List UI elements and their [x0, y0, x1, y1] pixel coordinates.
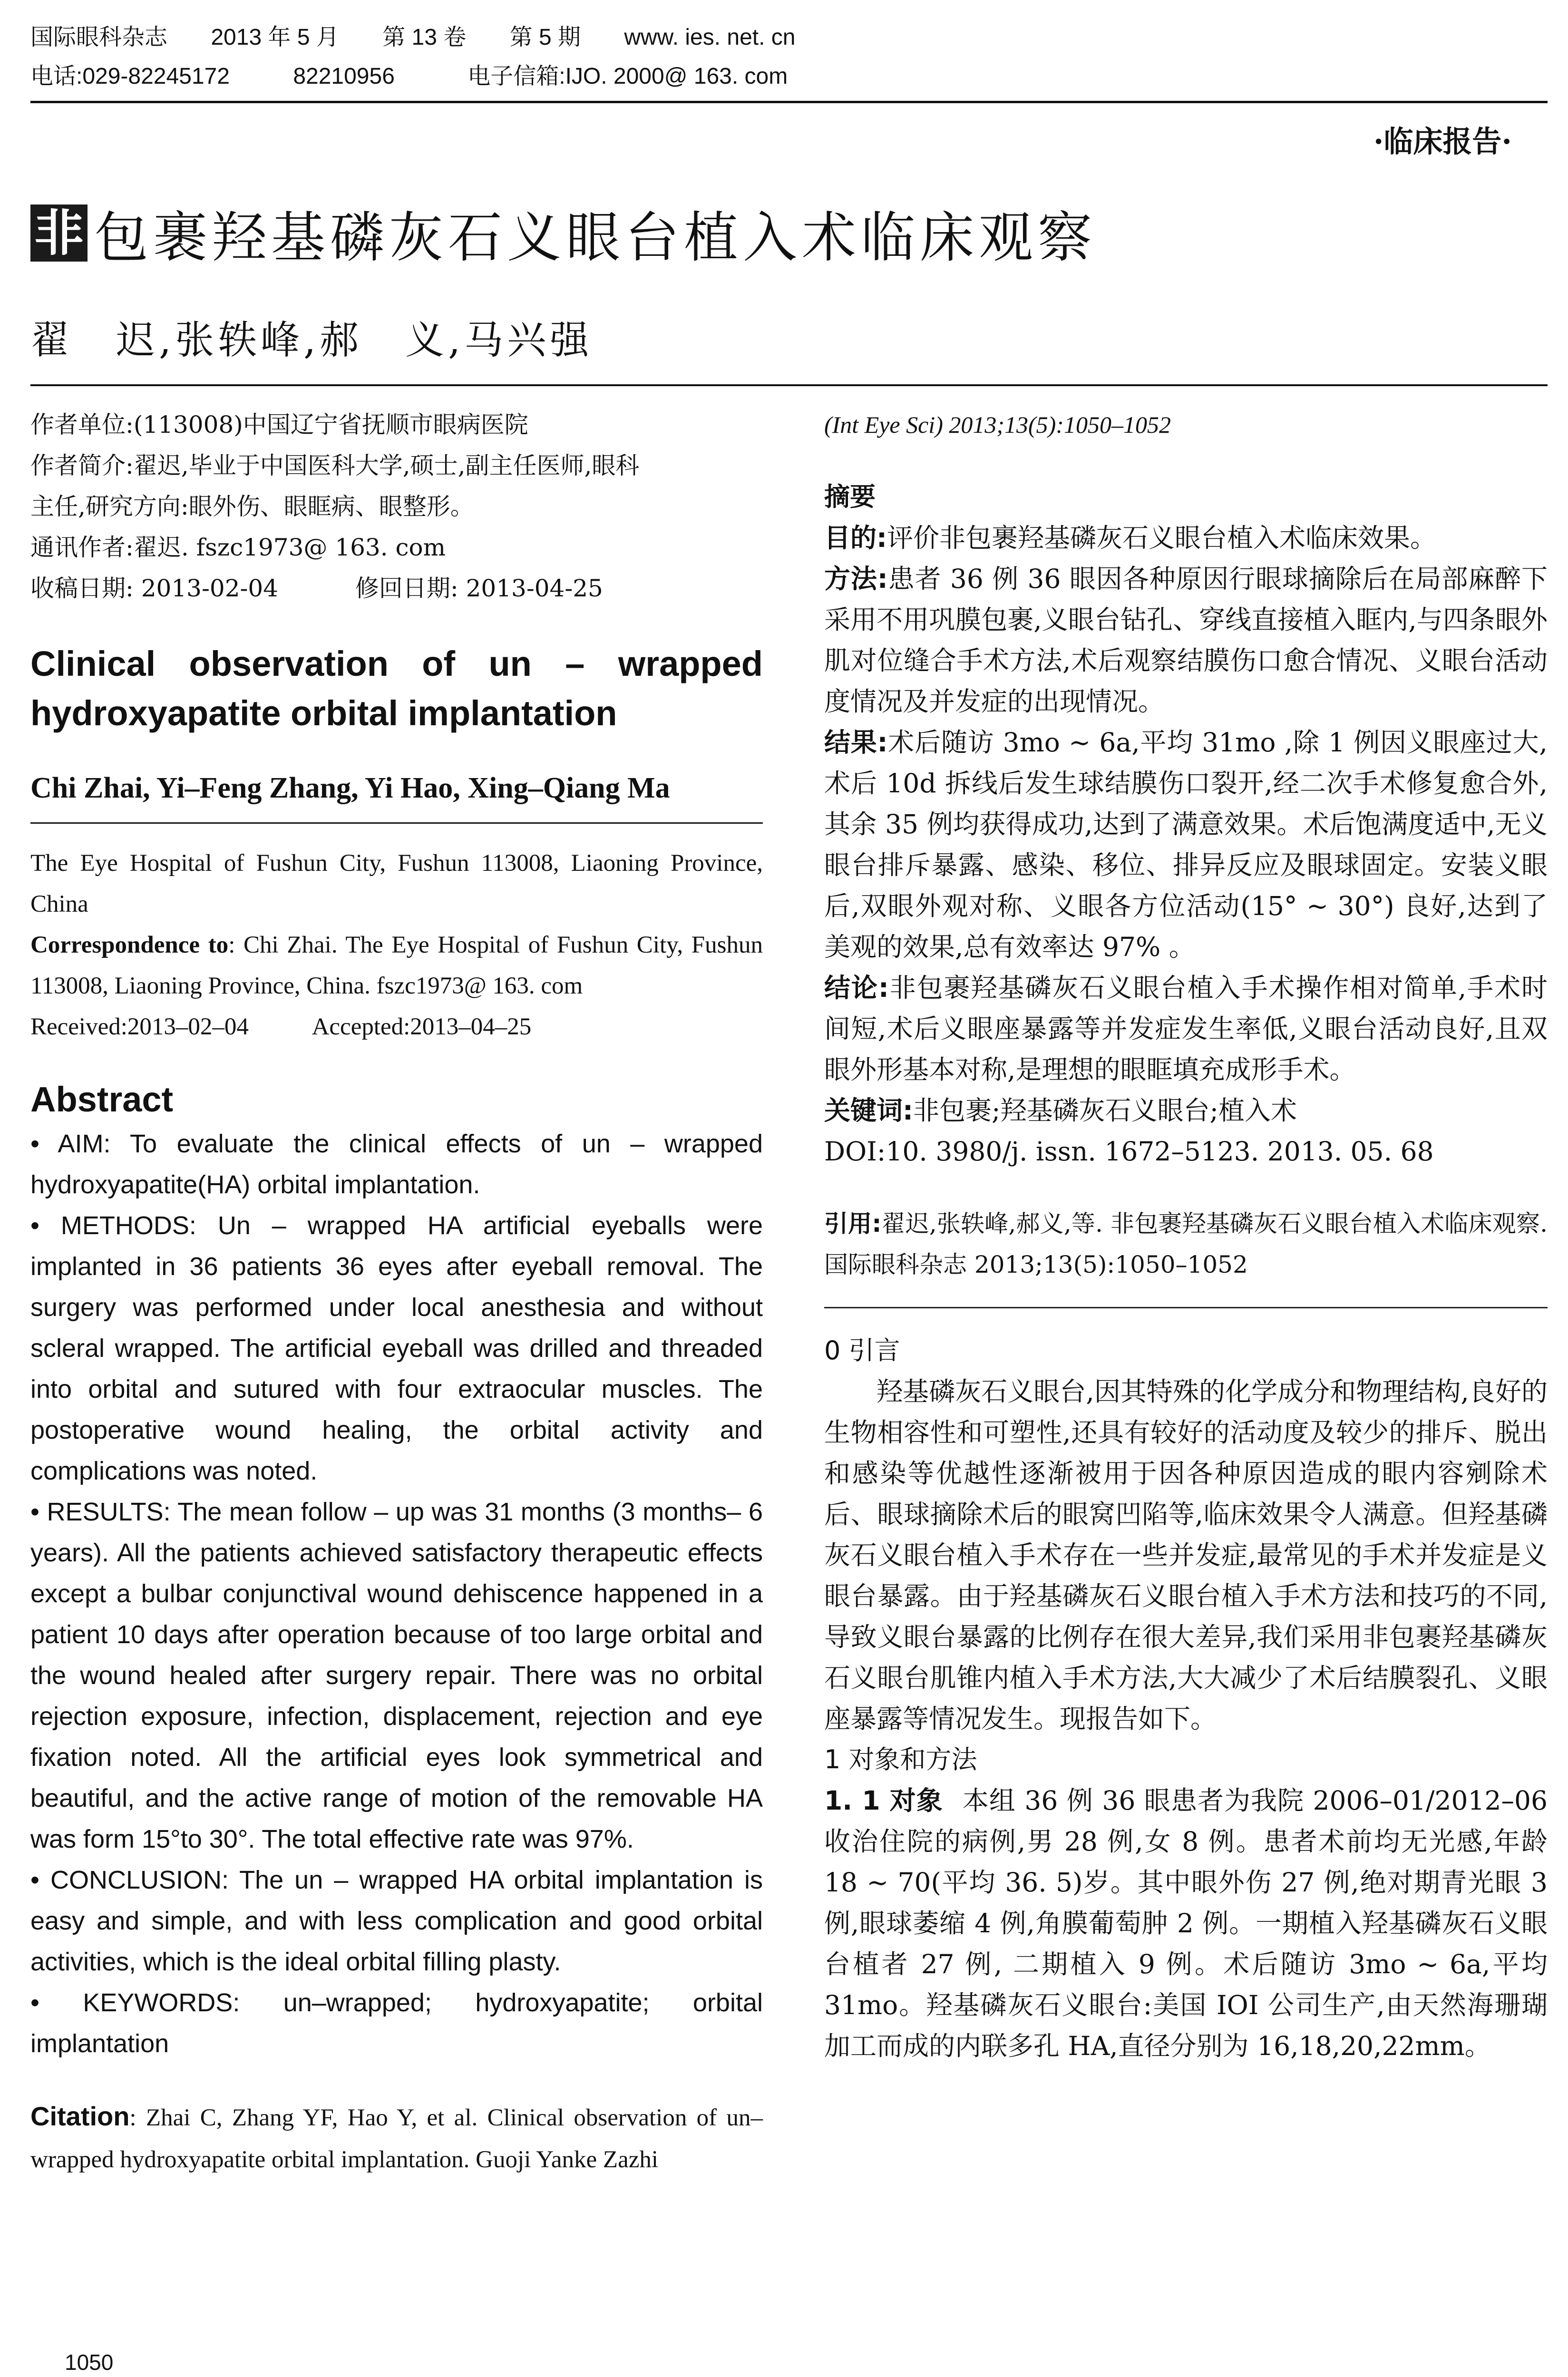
volume: 第 13 卷 [382, 25, 467, 50]
cite-label: 引用: [824, 1210, 882, 1237]
purpose-label: 目的: [824, 523, 887, 553]
abstract-cn-purpose [824, 517, 1548, 558]
header-line-1 [30, 18, 1548, 57]
issue-date: 2013 年 5 月 [211, 25, 339, 50]
subjects-text: 本组 36 例 36 眼患者为我院 2006–01/2012–06 收治住院的病例,男 28 例,女 8 例。患者术前均无光感,年龄 18 ~ 70(平均 36. 5)岁。其中眼外伤 27 例,绝对期青光眼 3 例,眼球萎缩 4 例,角膜葡萄肿 2 例。一期植入羟基磷灰石义眼台植者 27 例, 二期植入 9 例。术后随访 3mo ~ 6a,平均 31mo。羟基磷灰石义眼台:美国 IOI 公司生产,由天然海珊瑚加工而成的内联多孔 HA,直径分别为 16,18,20,22mm。 [824, 1785, 1548, 2061]
author-bio-line-1: 作者简介:翟迟,毕业于中国医科大学,硕士,副主任医师,眼科 [30, 452, 640, 479]
author-bio-line-2: 主任,研究方向:眼外伤、眼眶病、眼整形。 [30, 493, 474, 520]
english-title: Clinical observation of un – wrapped hydroxyapatite orbital implantation [30, 644, 763, 733]
issue-number: 第 5 期 [509, 25, 581, 50]
subjects-paragraph [824, 1780, 1548, 2066]
abstract-divider [824, 1307, 1548, 1308]
keywords-text: 非包裹;羟基磷灰石义眼台;植入术 [913, 1095, 1297, 1126]
abstract-cn-method [824, 558, 1548, 722]
abstract-heading: Abstract [30, 1080, 174, 1119]
correspondence-label: Correspondence to [30, 932, 229, 958]
abstract-keywords: • KEYWORDS: un–wrapped; hydroxyapatite; orbital implantation [30, 1988, 763, 2058]
citation-text: : Zhai C, Zhang YF, Hao Y, et al. Clinical observation of un–wrapped hydroxyapatite orbital implantation. Guoji Yanke Zazhi [30, 2104, 763, 2173]
method-text: 患者 36 例 36 眼因各种原因行眼球摘除后在局部麻醉下采用不用巩膜包裹,义眼台钻孔、穿线直接植入眶内,与四条眼外肌对位缝合手术方法,术后观察结膜伤口愈合情况、义眼台活动度情况及并发症的出现情况。 [824, 564, 1548, 717]
citation-continued: (Int Eye Sci) 2013;13(5):1050–1052 [824, 411, 1171, 438]
cite-text: 翟迟,张轶峰,郝义,等. 非包裹羟基磷灰石义眼台植入术临床观察. 国际眼科杂志 2013;13(5):1050–1052 [824, 1210, 1548, 1278]
abstract-methods: • METHODS: Un – wrapped HA artificial eyeballs were implanted in 36 patients 36 eyes after eyeball removal. The surgery was performed under local anesthesia and without scleral wrapped. The artificial eyeball was drilled and threaded into orbital and sutured with four extraocular muscles. The postoperative wound healing, the orbital activity and complications was noted. [30, 1211, 763, 1485]
left-column [30, 404, 763, 2181]
phone: 电话:029-82245172 [30, 64, 230, 89]
title-divider [30, 384, 1548, 386]
journal-name: 国际眼科杂志 [30, 25, 168, 50]
article-title [30, 200, 1097, 269]
abstract-cn-heading: 摘要 [824, 482, 876, 512]
dates-cn [30, 568, 763, 609]
english-affiliation: The Eye Hospital of Fushun City, Fushun 113008, Liaoning Province, China [30, 850, 763, 917]
keywords-cn [824, 1090, 1548, 1131]
section-tag: ·临床报告· [1373, 124, 1512, 159]
keywords-label: 关键词: [824, 1095, 913, 1126]
abstract-results: • RESULTS: The mean follow – up was 31 months (3 months– 6 years). All the patients achieved satisfactory therapeutic effects except a bulbar conjunctival wound dehiscence happened in a patient 10 days after operation because of too large orbital and the wound healed after surgery repair. There was no orbital rejection exposure, infection, displacement, rejection and eye fixation noted. All the artificial eyes look symmetrical and beautiful, and the active range of motion of the removable HA was form 15°to 30°. The total effective rate was 97%. [30, 1498, 763, 1853]
accepted-date-en: Accepted:2013–04–25 [312, 1013, 532, 1040]
abstract-conclusion: • CONCLUSION: The un – wrapped HA orbital implantation is easy and simple, and with less complication and good orbital activities, which is the ideal orbital filling plasty. [30, 1866, 763, 1976]
dates-en [30, 1006, 763, 1047]
authors-cn: 翟 迟,张轶峰,郝 义,马兴强 [30, 318, 593, 363]
title-text: 包裹羟基磷灰石义眼台植入术临床观察 [94, 206, 1097, 269]
citation-en [30, 2095, 763, 2181]
doi: DOI:10. 3980/j. issn. 1672–5123. 2013. 05. 68 [824, 1136, 1434, 1167]
purpose-text: 评价非包裹羟基磷灰石义眼台植入术临床效果。 [887, 523, 1437, 553]
header-divider [30, 101, 1548, 103]
received-date-en: Received:2013–02–04 [30, 1013, 249, 1040]
abstract-aim: • AIM: To evaluate the clinical effects of un – wrapped hydroxyapatite(HA) orbital implantation. [30, 1130, 763, 1199]
abstract-cn-conclusion [824, 967, 1548, 1090]
right-column [824, 404, 1548, 2066]
result-text: 术后随访 3mo ~ 6a,平均 31mo ,除 1 例因义眼座过大, 术后 10d 拆线后发生球结膜伤口裂开,经二次手术修复愈合外,其余 35 例均获得成功,达到了满意效果。术后饱满度适中,无义眼台排斥暴露、感染、移位、排异反应及眼球固定。安装义眼后,双眼外观对称、义眼各方位活动(15° ~ 30°) 良好,达到了美观的效果,总有效率达 97% 。 [824, 727, 1548, 962]
abstract-cn-result [824, 722, 1548, 967]
phone-2: 82210956 [293, 64, 395, 89]
page-number: 1050 [65, 2350, 114, 2375]
received-date-cn: 收稿日期: 2013-02-04 [30, 575, 279, 602]
citation-cn [824, 1203, 1548, 1285]
english-authors: Chi Zhai, Yi–Feng Zhang, Yi Hao, Xing–Qiang Ma [30, 772, 670, 804]
intro-paragraph: 羟基磷灰石义眼台,因其特殊的化学成分和物理结构,良好的生物相容性和可塑性,还具有较好的活动度及较少的排斥、脱出和感染等优越性逐渐被用于因各种原因造成的眼内容剜除术后、眼球摘除术后的眼窝凹陷等,临床效果令人满意。但羟基磷灰石义眼台植入手术存在一些并发症,最常见的手术并发症是义眼台暴露。由于羟基磷灰石义眼台植入手术方法和技巧的不同, 导致义眼台暴露的比例存在很大差异,我们采用非包裹羟基磷灰石义眼台肌锥内植入手术方法,大大减少了术后结膜裂孔、义眼座暴露等情况发生。现报告如下。 [824, 1376, 1548, 1734]
header-line-2 [30, 57, 1548, 96]
intro-heading: 0 引言 [824, 1335, 900, 1365]
corresponding-author: 通讯作者:翟迟. fszc1973@ 163. com [30, 534, 446, 561]
journal-header [30, 18, 1548, 104]
conclusion-label: 结论: [824, 973, 889, 1003]
title-first-char-block: 非 [30, 205, 88, 262]
revised-date-cn: 修回日期: 2013-04-25 [355, 575, 603, 602]
methods-heading: 1 对象和方法 [824, 1744, 977, 1774]
conclusion-text: 非包裹羟基磷灰石义眼台植入手术操作相对简单,手术时间短,术后义眼座暴露等并发症发生率低,义眼台活动良好,且双眼外形基本对称,是理想的眼眶填充成形手术。 [824, 973, 1548, 1085]
subjects-label: 1. 1 对象 [824, 1785, 943, 1816]
correspondence-text: : Chi Zhai. The Eye Hospital of Fushun City, Fushun 113008, Liaoning Province, China. fszc1973@ 163. com [30, 932, 763, 999]
result-label: 结果: [824, 727, 888, 758]
method-label: 方法: [824, 564, 888, 594]
citation-label: Citation [30, 2101, 130, 2131]
email: 电子信箱:IJO. 2000@ 163. com [467, 64, 788, 89]
website: www. ies. net. cn [624, 25, 796, 50]
correspondence [30, 925, 763, 1006]
affiliation-cn: 作者单位:(113008)中国辽宁省抚顺市眼病医院 [30, 411, 528, 438]
